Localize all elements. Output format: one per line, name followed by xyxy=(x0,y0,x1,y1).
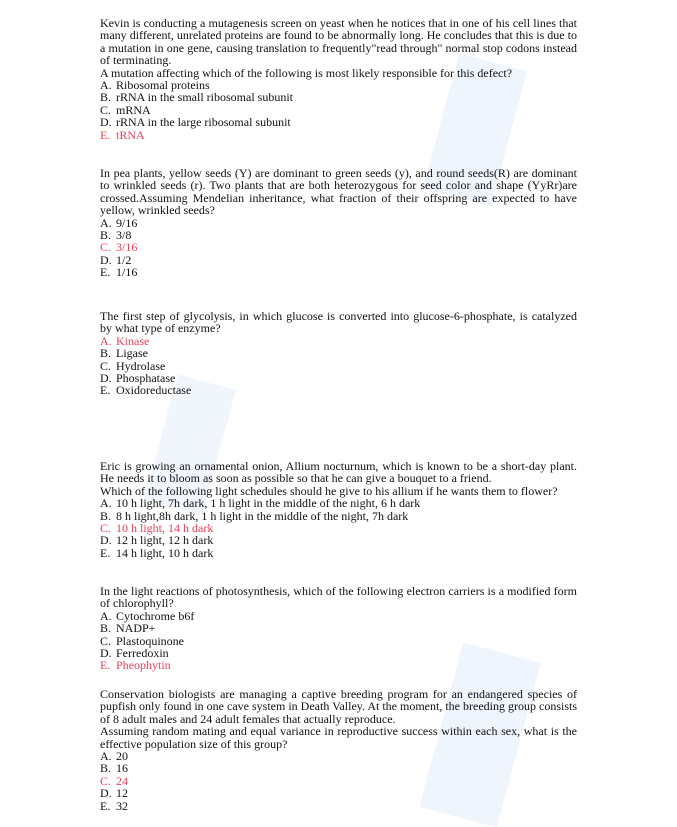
option-letter: C. xyxy=(100,102,112,117)
option-letter: E. xyxy=(100,545,111,560)
option-letter: A. xyxy=(100,333,112,348)
option-letter: A. xyxy=(100,608,112,623)
option-letter: B. xyxy=(100,621,112,636)
answer-option-a xyxy=(100,610,577,622)
option-text: 12 h light, 12 h dark xyxy=(116,533,214,548)
option-text: tRNA xyxy=(116,127,145,142)
option-letter: B. xyxy=(100,228,112,243)
option-text: Phosphatase xyxy=(116,371,176,386)
option-letter: A. xyxy=(100,496,112,511)
question-5 xyxy=(100,585,577,672)
option-letter: C. xyxy=(100,773,112,788)
option-letter: E. xyxy=(100,265,111,280)
option-letter: B. xyxy=(100,508,112,523)
option-text: Ribosomal proteins xyxy=(116,78,210,93)
option-text: 3/8 xyxy=(116,228,132,243)
option-text: 20 xyxy=(116,749,128,764)
option-text: 32 xyxy=(116,798,128,813)
question-stem: Kevin is conducting a mutagenesis screen on yeast when he notices that in one of his cell lines that many different, unrelated proteins are found to be abnormally long. He concludes that this is due to a mutation in one gene, causing translation to frequently"read through" normal stop codons instead of terminating. xyxy=(100,16,577,68)
question-stem: A mutation affecting which of the following is most likely responsible for this defect? xyxy=(100,65,513,80)
question-stem: Assuming random mating and equal variance in reproductive success within each sex, what is the effective population size of this group? xyxy=(100,724,577,751)
answer-option-d xyxy=(100,116,577,128)
question-stem: The first step of glycolysis, in which glucose is converted into glucose-6-phosphate, is catalyzed by what type of enzyme? xyxy=(100,309,577,336)
answer-option-a xyxy=(100,217,577,229)
question-stem: In the light reactions of photosynthesis, which of the following electron carriers is a modified form of chlorophyll? xyxy=(100,584,577,611)
answer-option-b xyxy=(100,347,577,359)
option-text: Pheophytin xyxy=(116,658,171,673)
option-letter: D. xyxy=(100,115,112,130)
answer-option-b xyxy=(100,762,577,774)
question-2 xyxy=(100,167,577,279)
answer-option-a xyxy=(100,335,577,347)
option-letter: A. xyxy=(100,78,112,93)
option-text: 16 xyxy=(116,761,128,776)
option-text: 1/2 xyxy=(116,252,132,267)
option-text: Ferredoxin xyxy=(116,646,169,661)
answer-option-d xyxy=(100,254,577,266)
option-letter: C. xyxy=(100,633,112,648)
answer-option-e xyxy=(100,659,577,671)
option-letter: E. xyxy=(100,383,111,398)
question-stem: Which of the following light schedules should he give to his allium if he wants them to flower? xyxy=(100,483,558,498)
option-text: 10 h light, 14 h dark xyxy=(116,521,214,536)
option-letter: E. xyxy=(100,127,111,142)
option-text: 24 xyxy=(116,773,128,788)
option-text: Cytochrome b6f xyxy=(116,608,195,623)
option-text: 12 xyxy=(116,786,128,801)
answer-option-b xyxy=(100,229,577,241)
option-text: mRNA xyxy=(116,102,151,117)
answer-option-c xyxy=(100,775,577,787)
option-letter: B. xyxy=(100,761,112,776)
question-6 xyxy=(100,688,577,812)
option-text: Plastoquinone xyxy=(116,633,184,648)
answer-option-c xyxy=(100,241,577,253)
option-letter: E. xyxy=(100,798,111,813)
option-text: 14 h light, 10 h dark xyxy=(116,545,214,560)
option-letter: D. xyxy=(100,371,112,386)
question-1 xyxy=(100,17,577,141)
question-stem: Eric is growing an ornamental onion, Allium nocturnum, which is known to be a short-day plant. He needs it to bloom as soon as possible so that he can give a bouquet to a friend. xyxy=(100,459,577,486)
answer-option-d xyxy=(100,787,577,799)
question-stem: Conservation biologists are managing a captive breeding program for an endangered species of pupfish only found in one cave system in Death Valley. At the moment, the breeding group consists of 8 adult males and 24 adult females that actually reproduce. xyxy=(100,687,577,726)
option-text: Kinase xyxy=(116,333,150,348)
option-text: NADP+ xyxy=(116,621,156,636)
option-text: 9/16 xyxy=(116,215,138,230)
option-text: rRNA in the large ribosomal subunit xyxy=(116,115,291,130)
option-letter: E. xyxy=(100,658,111,673)
option-text: 8 h light,8h dark, 1 h light in the middle of the night, 7h dark xyxy=(116,508,409,523)
option-letter: A. xyxy=(100,749,112,764)
answer-option-e xyxy=(100,384,577,396)
question-4 xyxy=(100,460,577,559)
option-text: 1/16 xyxy=(116,265,138,280)
option-letter: A. xyxy=(100,215,112,230)
answer-option-e xyxy=(100,800,577,812)
option-letter: B. xyxy=(100,90,112,105)
option-letter: D. xyxy=(100,786,112,801)
question-stem: In pea plants, yellow seeds (Y) are dominant to green seeds (y), and round seeds(R) are dominant to wrinkled seeds (r). Two plants that are both heterozygous for seed color and shape (YyRr)are crossed.Assuming Mendelian inheritance, what fraction of their offspring are expected to have yellow, wrinkled seeds? xyxy=(100,166,577,218)
option-text: 3/16 xyxy=(116,240,138,255)
option-letter: B. xyxy=(100,346,112,361)
option-text: Oxidoreductase xyxy=(116,383,192,398)
answer-option-b xyxy=(100,91,577,103)
option-letter: D. xyxy=(100,252,112,267)
option-letter: C. xyxy=(100,521,112,536)
option-text: rRNA in the small ribosomal subunit xyxy=(116,90,293,105)
answer-option-e xyxy=(100,547,577,559)
option-letter: C. xyxy=(100,358,112,373)
answer-option-a xyxy=(100,750,577,762)
answer-option-c xyxy=(100,635,577,647)
option-text: Ligase xyxy=(116,346,148,361)
answer-option-e xyxy=(100,129,577,141)
option-text: 10 h light, 7h dark, 1 h light in the middle of the night, 6 h dark xyxy=(116,496,421,511)
option-letter: D. xyxy=(100,646,112,661)
question-3 xyxy=(100,310,577,397)
answer-option-e xyxy=(100,266,577,278)
answer-option-d xyxy=(100,647,577,659)
option-text: Hydrolase xyxy=(116,358,166,373)
option-letter: D. xyxy=(100,533,112,548)
option-letter: C. xyxy=(100,240,112,255)
